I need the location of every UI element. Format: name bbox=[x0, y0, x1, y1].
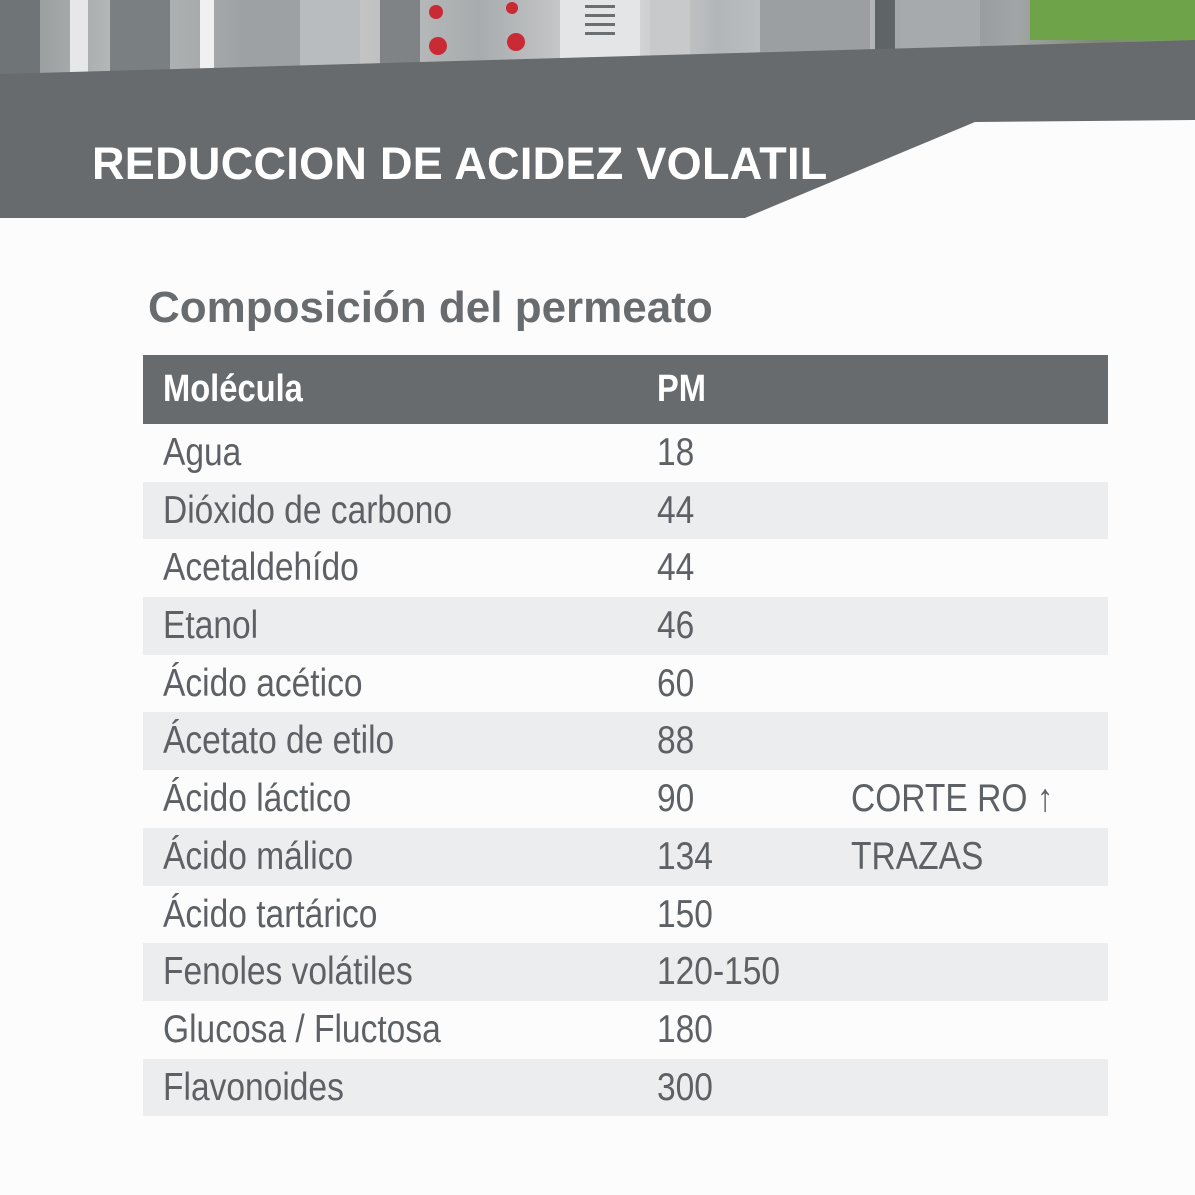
cell-pm: 88 bbox=[657, 719, 695, 763]
cell-molecula: Flavonoides bbox=[163, 1065, 344, 1109]
table-row bbox=[143, 597, 1108, 655]
table-row bbox=[143, 424, 1108, 482]
table-row bbox=[143, 770, 1108, 828]
table-row bbox=[143, 1059, 1108, 1117]
table-row bbox=[143, 539, 1108, 597]
cell-pm: 150 bbox=[657, 892, 713, 936]
cell-molecula: Ácido málico bbox=[163, 834, 354, 878]
cell-molecula: Etanol bbox=[163, 604, 259, 648]
cell-molecula: Glucosa / Fluctosa bbox=[163, 1007, 441, 1051]
table-row bbox=[143, 886, 1108, 944]
cell-pm: 60 bbox=[657, 661, 695, 705]
banner-title: REDUCCION DE ACIDEZ VOLATIL bbox=[92, 138, 828, 189]
cell-nota-trazas: TRAZAS bbox=[851, 834, 984, 878]
cell-molecula: Ácido tartárico bbox=[163, 892, 378, 936]
cell-pm: 134 bbox=[657, 834, 713, 878]
cell-pm: 120-150 bbox=[657, 950, 781, 994]
cell-nota-corte-ro: CORTE RO ↑ bbox=[851, 777, 1054, 821]
cell-pm: 90 bbox=[657, 777, 695, 821]
cell-molecula: Agua bbox=[163, 431, 242, 474]
table-row bbox=[143, 828, 1108, 886]
cell-pm: 18 bbox=[657, 431, 695, 474]
cell-pm: 300 bbox=[657, 1065, 713, 1109]
cell-molecula: Ácido láctico bbox=[163, 777, 352, 821]
header-molecula: Molécula bbox=[163, 368, 303, 410]
cell-pm: 180 bbox=[657, 1007, 713, 1051]
cell-pm: 46 bbox=[657, 604, 695, 648]
header-pm: PM bbox=[657, 368, 707, 410]
cell-molecula: Ácido acético bbox=[163, 661, 363, 705]
cell-molecula: Dióxido de carbono bbox=[163, 488, 453, 532]
cell-pm: 44 bbox=[657, 546, 695, 590]
table-row bbox=[143, 482, 1108, 540]
cell-pm: 44 bbox=[657, 488, 695, 532]
cell-molecula: Acetaldehído bbox=[163, 546, 359, 590]
cell-molecula: Fenoles volátiles bbox=[163, 950, 413, 994]
table-row bbox=[143, 712, 1108, 770]
permeate-table bbox=[143, 355, 1108, 1116]
table-row bbox=[143, 943, 1108, 1001]
table-header-row bbox=[143, 355, 1108, 424]
table-row bbox=[143, 655, 1108, 713]
table-row bbox=[143, 1001, 1108, 1059]
cell-molecula: Ácetato de etilo bbox=[163, 719, 395, 763]
section-title: Composición del permeato bbox=[148, 283, 713, 332]
title-banner bbox=[0, 0, 1195, 220]
